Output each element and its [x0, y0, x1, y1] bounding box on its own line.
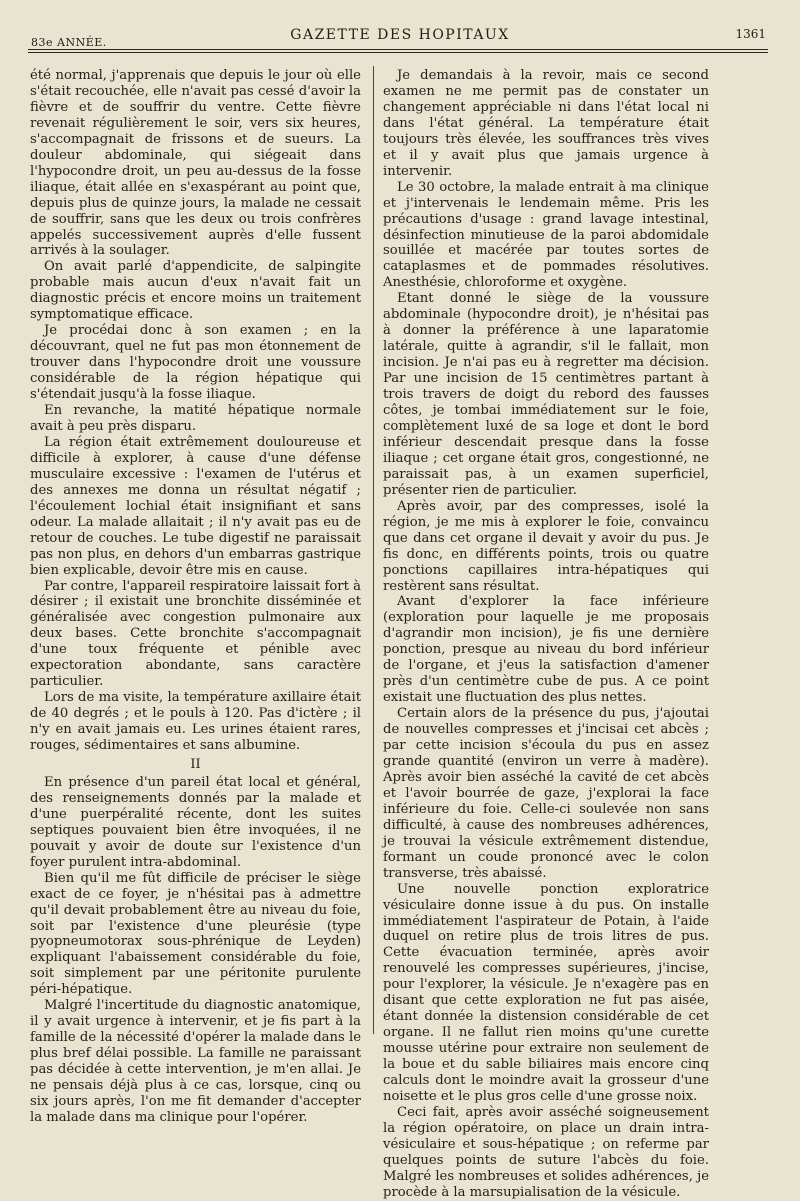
- page-number: 1361: [735, 27, 766, 41]
- column-separator: [373, 66, 374, 1034]
- header-rule-bottom: [28, 52, 768, 53]
- paragraph: Le 30 octobre, la malade entrait à ma clinique et j'intervenais le lendemain même. Pris les précautions d'usage : grand lavage intestinal, désinfection minutieuse de la paroi abdomidale souillée et macérée par toutes sortes de cataplasmes et de pommades résolutives. Anesthésie, chloroforme et oxygène.: [383, 179, 709, 291]
- paragraph: Par contre, l'appareil respiratoire laissait fort à désirer ; il existait une bronchite disséminée et généralisée avec congestion pulmonaire aux deux bases. Cette bronchite s'accompagnait d'une toux fréquente et pénible avec expectoration abondante, sans caractère particulier.: [30, 578, 361, 690]
- paragraph: été normal, j'apprenais que depuis le jour où elle s'était recouchée, elle n'avait pas cessé d'avoir la fièvre et de souffrir du ventre. Cette fièvre revenait régulièrement le soir, vers six heures, s'accompagnait de frissons et de sueurs. La douleur abdominale, qui siégeait dans l'hypocondre droit, un peu au-dessus de la fosse iliaque, était allée en s'exaspérant au point que, depuis plus de quinze jours, la malade ne cessait de souffrir, sans que les deux ou trois confrères appelés successivement auprès d'elle fussent arrivés à la soulager.: [30, 68, 361, 259]
- paragraph: Je procédai donc à son examen ; en la découvrant, quel ne fut pas mon étonnement de trouver dans l'hypocondre droit une voussure considérable de la région hépatique qui s'étendait jusqu'à la fosse iliaque.: [30, 323, 361, 403]
- paragraph: Avant d'explorer la face inférieure (exploration pour laquelle je me proposais d'agrandir mon incision), je fis une dernière ponction, presque au niveau du bord inférieur de l'organe, et j'eus la satisfaction d'amener près d'un centimètre cube de pus. A ce point existait une fluctuation des plus nettes.: [383, 594, 709, 706]
- paragraph: Malgré l'incertitude du diagnostic anatomique, il y avait urgence à intervenir, et je fis part à la famille de la nécessité d'opérer la malade dans le plus bref délai possible. La famille ne paraissant pas décidée à cette intervention, je m'en allai. Je ne pensais déjà plus à ce cas, lorsque, cinq ou six jours après, l'on me fit demander d'accepter la malade dans ma clinique pour l'opérer.: [30, 998, 361, 1125]
- paragraph: Une nouvelle ponction exploratrice vésiculaire donne issue à du pus. On installe immédiatement l'aspirateur de Potain, à l'aide duquel on retire plus de trois litres de pus. Cette évacuation terminée, après avoir renouvelé les compresses supérieures, j'incise, pour l'explorer, la vésicule. Je n'exagère pas en disant que cette exploration ne fut pas aisée, étant donnée la distension considérable de cet organe. Il ne fallut rien moins qu'une curette mousse utérine pour extraire non seulement de la boue et du sable biliaires mais encore cinq calculs dont le moindre avait la grosseur d'une noisette et le plus gros celle d'une grosse noix.: [383, 881, 709, 1104]
- paragraph: En revanche, la matité hépatique normale avait à peu près disparu.: [30, 403, 361, 434]
- header-rule-top: [28, 49, 768, 50]
- paragraph: Après avoir, par des compresses, isolé la région, je me mis à explorer le foie, convaincu que dans cet organe il devait y avoir du pus. Je fis donc, en différents points, trois ou quatre ponctions capillaires intra-hépatiques qui restèrent sans résultat.: [383, 498, 709, 594]
- paragraph: Certain alors de la présence du pus, j'ajoutai de nouvelles compresses et j'incisai cet abcès ; par cette incision s'écoula du pus en assez grande quantité (environ un verre à madère). Après avoir bien asséché la cavité de cet abcès et l'avoir bourrée de gaze, j'explorai la face inférieure du foie. Celle-ci soulevée non sans difficulté, à cause des nombreuses adhérences, je trouvai la vésicule extrêmement distendue, formant un coude prononcé avec le colon transverse, très abaissé.: [383, 706, 709, 881]
- paragraph: On avait parlé d'appendicite, de salpingite probable mais aucun d'eux n'avait fait un diagnostic précis et encore moins un traitement symptomatique efficace.: [30, 259, 361, 323]
- paragraph: Ceci fait, après avoir asséché soigneusement la région opératoire, on place un drain intra-vésiculaire et sous-hépatique ; on referme par quelques points de suture l'abcès du foie. Malgré les nombreuses et solides adhérences, je procède à la marsupialisation de la vésicule.: [383, 1104, 709, 1200]
- right-column: [383, 68, 709, 1201]
- journal-title: GAZETTE DES HOPITAUX: [290, 27, 510, 43]
- issue-year: 83e ANNÉE.: [31, 36, 107, 49]
- left-column: [30, 68, 361, 1126]
- section-heading: II: [190, 756, 201, 772]
- paragraph: La région était extrêmement douloureuse et difficile à explorer, à cause d'une défense musculaire excessive : l'examen de l'utérus et des annexes me donna un résultat négatif ; l'écoulement lochial était insignifiant et sans odeur. La malade allaitait ; il n'y avait pas eu de retour de couches. Le tube digestif ne paraissait pas non plus, en dehors d'un embarras gastrique bien explicable, devoir être mis en cause.: [30, 434, 361, 578]
- paragraph: Etant donné le siège de la voussure abdominale (hypocondre droit), je n'hésitai pas à donner la préférence à une laparatomie latérale, quitte à agrandir, s'il le fallait, mon incision. Je n'ai pas eu à regretter ma décision. Par une incision de 15 centimètres partant à trois travers de doigt du rebord des fausses côtes, je tombai immédiatement sur le foie, complètement luxé de sa loge et dont le bord inférieur descendait presque dans la fosse iliaque ; cet organe était gros, congestionné, ne paraissait pas, à un examen superficiel, présenter rien de particulier.: [383, 291, 709, 498]
- paragraph: Bien qu'il me fût difficile de préciser le siège exact de ce foyer, je n'hésitai pas à admettre qu'il devait probablement être au niveau du foie, soit par l'existence d'une pleurésie (type pyopneumotorax sous-phrénique de Leyden) expliquant l'abaissement considérable du foie, soit simplement par une péritonite purulente péri-hépatique.: [30, 870, 361, 998]
- paragraph: En présence d'un pareil état local et général, des renseignements donnés par la malade et d'une puerpéralité récente, dont les suites septiques pouvaient bien être invoquées, il ne pouvait y avoir de doute sur l'existence d'un foyer purulent intra-abdominal.: [30, 774, 361, 870]
- paragraph: Lors de ma visite, la température axillaire était de 40 degrés ; et le pouls à 120. Pas d'ictère ; il n'y en avait jamais eu. Les urines étaient rares, rouges, sédimentaires et sans albumine.: [30, 690, 361, 754]
- paragraph: Je demandais à la revoir, mais ce second examen ne me permit pas de constater un changement appréciable ni dans l'état local ni dans l'état général. La température était toujours très élevée, les souffrances très vives et il y avait plus que jamais urgence à intervenir.: [383, 68, 709, 179]
